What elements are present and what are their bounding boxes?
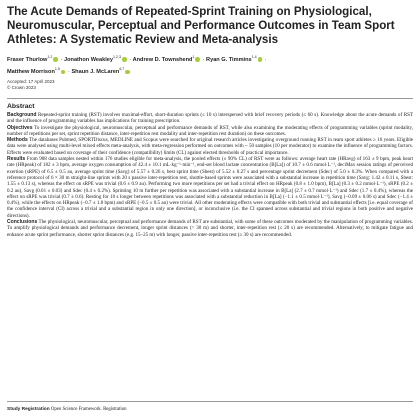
author-name: Matthew Morrison bbox=[7, 69, 55, 76]
abstract-section: Results From 908 data samples nested within 176 studies eligible for meta-analysis, the pooled effects (± 90% CL) of RST were as follows: average heart rate (HRavg) of 163 ± 9 bpm, peak heart rate (HRpeak) of 182 ± 3 bpm, average oxygen consumption of 42.4 ± 10.1 mL·kg⁻¹·min⁻¹, end-set blood lactate concentration (B[La]) of 10.7 ± 0.6 mmol·L⁻¹, deciMax session ratings of perceived exertion (sRPE) of 6.5 ± 0.5 au, average sprint time (Savg) of 5.57 ± 0.26 s, best sprint time (Sbest) of 5.52 ± 0.27 s and percentage sprint decrement (Sdec) of 5.0 ± 0.3%. When compared with a reference protocol of 6 × 30 m straight-line sprints with 20 s passive inter-repetition rest, shuttle-based sprints were associated with a substantial increase in repetition time (Savg: 1.42 ± 0.11 s, Sbest: 1.55 ± 0.13 s), whereas the effect on sRPE was trivial (0.6 ± 0.9 au). Performing two more repetitions per set had a trivial effect on HRpeak (0.8 ± 1.0 bpm), B[La] (0.3 ± 0.2 mmol·L⁻¹), sRPE (0.2 ± 0.2 au), Savg (0.01 ± 0.03) and Sdec (0.4 ± 0.2%). Sprinting 10 m further per repetition was associated with a substantial increase in B[La] (2.7 ± 0.7 mmol·L⁻¹) and Sdec (1.7 ± 0.4%), whereas the effect on sRPE was trivial (0.7 ± 0.6). Resting for 10 s longer between repetitions was associated with a substantial reduction in B[La] (−1.1 ± 0.5 mmol·L⁻¹), Savg (−0.09 ± 0.06 s) and Sdec (−1.4 ± 0.4%), while the effects on HRpeak (−0.7 ± 1.8 bpm) and sRPE (−0.5 ± 0.5 au) were trivial. All other moderating effects were compatible with both trivial and substantial effects [i.e. equal coverage of the confidence interval (CI) across a trivial and a substantial region in only one direction], or inconclusive (i.e. the CI spanned across substantial and trivial regions in both positive and negative directions). bbox=[7, 156, 413, 219]
author-name: Jonathon Weakley bbox=[64, 56, 114, 63]
author[interactable]: Fraser Thurlow$^{1,2}$ bbox=[7, 57, 59, 63]
divider bbox=[7, 98, 413, 99]
study-registration: Study Registration Open Science Framework. Registration bbox=[7, 407, 127, 412]
orcid-icon[interactable] bbox=[61, 70, 66, 75]
orcid-icon[interactable] bbox=[53, 57, 58, 62]
divider bbox=[7, 401, 413, 402]
author[interactable]: Matthew Morrison$^{1,5}$ bbox=[7, 69, 66, 75]
author-name: Ryan G. Timmins bbox=[206, 56, 252, 63]
author[interactable]: Ryan G. Timmins$^{1,4}$ bbox=[206, 57, 263, 63]
author[interactable]: Jonathon Weakley$^{1,2,3}$ bbox=[64, 57, 128, 63]
copyright-notice: © Crown 2023 bbox=[7, 85, 36, 91]
author-list: Fraser Thurlow$^{1,2}$ · Jonathon Weakley$^{1,2,3}$ · Andrew D. Townshend$^1$ · Ryan G. Timmins$^{1,4}$ · Matthew Morrison$^{1,5}$ · Shaun J. McLaren$^{6,7}$ bbox=[7, 55, 267, 76]
abstract-body bbox=[7, 112, 413, 238]
author-name: Fraser Thurlow bbox=[7, 56, 48, 63]
abstract-section: Objectives To investigate the physiological, neuromuscular, perceptual and performance demands of RST, while also examining the moderating effects of programming variables (sprint modality, number of repetitions per set, sprint repetition distance, inter-repetition rest modality and inter-repetition rest duration) on these outcomes. bbox=[7, 124, 413, 137]
abstract-section: Conclusions The physiological, neuromuscular, perceptual and performance demands of RST are substantial, with some of these outcomes moderated by the manipulation of programming variables. To amplify physiological demands and performance decrement, longer sprint distances (> 30 m) and shorter, inter-repetition rest (≤ 20 s) are recommended. Alternatively, to mitigate fatigue and enhance acute sprint performance, shorter sprint distances (e.g. 15–25 m) with longer, passive inter-repetition rest (≥ 30 s) are recommended. bbox=[7, 219, 413, 238]
abstract-section: Background Repeated-sprint training (RST) involves maximal-effort, short-duration sprints (≤ 10 s) interspersed with brief recovery periods (≤ 60 s). Knowledge about the acute demands of RST and the influence of programming variables has implications for training prescription. bbox=[7, 112, 413, 125]
orcid-icon[interactable] bbox=[122, 57, 127, 62]
author[interactable]: Shaun J. McLaren$^{6,7}$ bbox=[71, 69, 130, 75]
author-name: Shaun J. McLaren bbox=[71, 69, 120, 76]
accepted-date: Accepted: 17 April 2023 bbox=[7, 79, 55, 84]
abstract-section: Methods The databases Pubmed, SPORTDiscus, MEDLINE and Scopus were searched for original research articles investigating overground running RST in team sport athletes ≥ 16 years. Eligible data were analysed using multi-level mixed effects meta-analysis, with meta-regression performed on outcomes with ~ 50 samples (10 per moderator) to examine the influence of programming factors. Effects were evaluated based on coverage of their confidence (compatibility) limits (CL) against elected thresholds of practical importance. bbox=[7, 137, 414, 156]
orcid-icon[interactable] bbox=[125, 70, 130, 75]
author[interactable]: Andrew D. Townshend$^1$ bbox=[133, 57, 201, 63]
abstract-heading: Abstract bbox=[7, 103, 35, 110]
publication-dates bbox=[7, 79, 207, 91]
orcid-icon[interactable] bbox=[258, 57, 263, 62]
paper-title: The Acute Demands of Repeated-Sprint Training on Physiological, Neuromuscular, Perceptual and Performance Outcomes in Team Sport Athletes: A Systematic Review and Meta-analysis bbox=[7, 5, 395, 46]
orcid-icon[interactable] bbox=[195, 57, 200, 62]
author-name: Andrew D. Townshend bbox=[132, 56, 193, 63]
